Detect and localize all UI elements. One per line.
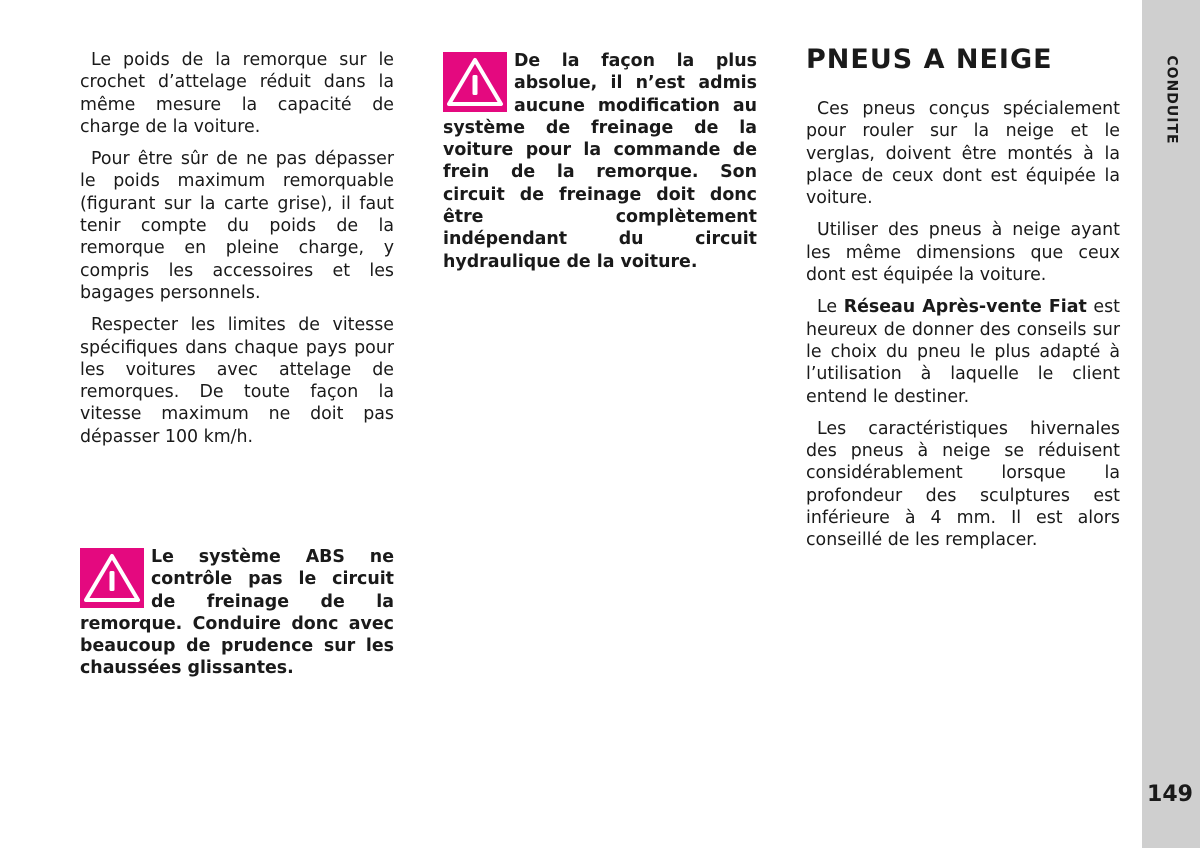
paragraph: Pour être sûr de ne pas dépasser le poids maximum remorquable (figurant sur la carte grise), il faut tenir compte du poids de la remorque en pleine charge, y compris les accessoires et les bagages personnels.	[80, 149, 394, 303]
paragraph: Respecter les limites de vitesse spécifiques dans chaque pays pour les voitures avec attelage de remorques. De toute façon la vitesse maximum ne doit pas dépasser 100 km/h.	[80, 315, 394, 447]
column-left	[80, 49, 394, 458]
section-heading: PNEUS A NEIGE	[806, 44, 1053, 75]
brand-network-name: Réseau Après-vente Fiat	[843, 297, 1087, 318]
page-number: 149	[1147, 782, 1193, 807]
paragraph	[806, 296, 1120, 407]
text-span: Le	[817, 297, 844, 318]
column-right	[806, 98, 1120, 562]
warning-text: De la façon la plus absolue, il n’est admis aucune modification au système de freinage de la voiture pour la commande de frein de la remorque. Son circuit de freinage doit donc être complètement indépendant du circuit hydraulique de la voiture.	[443, 51, 757, 272]
paragraph: Le poids de la remorque sur le crochet d’attelage réduit dans la même mesure la capacité de charge de la voiture.	[80, 50, 394, 137]
paragraph: Utiliser des pneus à neige ayant les même dimensions que ceux dont est équipée la voiture.	[806, 220, 1120, 286]
section-label-text: CONDUITE	[1164, 55, 1180, 145]
warning-brake-modification	[443, 50, 757, 273]
paragraph: Ces pneus conçus spécialement pour rouler sur la neige et le verglas, doivent être montés à la place de ceux dont est équipée la voiture.	[806, 99, 1120, 209]
section-label	[1152, 40, 1192, 160]
warning-triangle-icon	[80, 548, 144, 608]
text-span: est heureux de donner des conseils sur le choix du pneu le plus adapté à l’utilisation à laquelle le client entend le destiner.	[806, 297, 1120, 407]
paragraph: Les caractéristiques hivernales des pneus à neige se réduisent considérablement lorsque la profondeur des sculptures est inférieure à 4 mm. Il est alors conseillé de les remplacer.	[806, 418, 1120, 551]
warning-triangle-icon	[443, 52, 507, 112]
warning-text: Le système ABS ne contrôle pas le circuit de freinage de la remorque. Conduire donc avec beaucoup de prudence sur les chaussées glissantes.	[80, 547, 394, 679]
warning-abs	[80, 546, 394, 680]
